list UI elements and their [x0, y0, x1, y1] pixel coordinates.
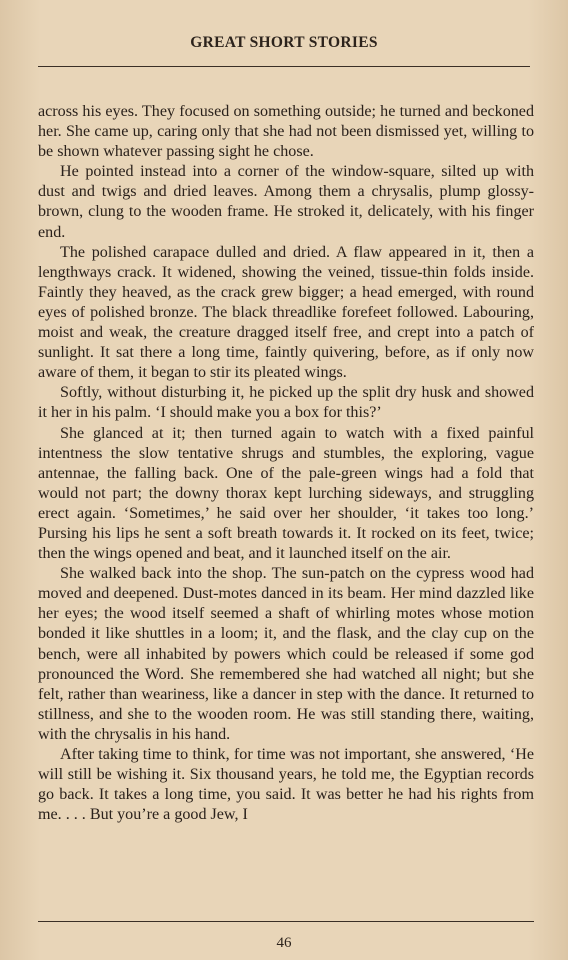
page-number: 46 — [276, 935, 292, 951]
paragraph: The polished carapace dulled and dried. A flaw appeared in it, then a lengthways crack. It widened, showing the veined, tissue-thin folds inside. Faintly they heaved, as the crack grew bigger; a head emerged, with round eyes of polished bronze. The black threadlike forefeet followed. Labouring, moist and weak, the creature dragged itself free, and crept into a patch of sunlight. It sat there a long time, faintly quivering, before, as if only now aware of them, it began to stir its pleated wings. — [38, 243, 534, 382]
paragraph: After taking time to think, for time was not important, she answered, ‘He will still be wishing it. Six thousand years, he told me, the Egyptian records go back. It takes a long time, you said. It was better he had his rights from me. . . . But you’re a good Jew, I — [38, 746, 534, 824]
paragraph: He pointed instead into a corner of the window-square, silted up with dust and twigs and dried leaves. Among them a chrysalis, plump glossy-brown, clung to the wooden frame. He stroked it, delicately, with his finger end. — [38, 163, 534, 241]
running-head: GREAT SHORT STORIES — [190, 34, 378, 51]
paragraph: She glanced at it; then turned again to watch with a fixed painful intentness the slow tentative shrugs and stumbles, the exploring, vague antennae, the falling back. One of the pale-green wings had a fold that would not part; the downy thorax kept lurching sideways, and struggling erect again. ‘Sometimes,’ he said over her shoulder, ‘it takes too long.’ Pursing his lips he sent a soft breath towards it. It rocked on its feet, twice; then the wings opened and beat, and it launched itself on the air. — [38, 424, 534, 563]
paragraph: She walked back into the shop. The sun-patch on the cypress wood had moved and deepened. Dust-motes danced in its beam. Her mind dazzled like her eyes; the wood itself seemed a shaft of whirling motes whose motion bonded it like shuttles in a loom; it, and the flask, and the clay cup on the bench, were all inhabited by powers which could be released if some god pronounced the Word. She remembered she had watched all night; but she felt, rather than weariness, like a dancer in step with the dance. It returned to stillness, and she to the wooden room. He was still standing there, waiting, with the chrysalis in his hand. — [38, 565, 534, 743]
header-rule — [38, 66, 530, 67]
body-text — [38, 102, 534, 825]
paragraph: across his eyes. They focused on something outside; he turned and beckoned her. She came up, caring only that she had not been dismissed yet, willing to be shown whatever passing sight he chose. — [38, 103, 534, 161]
footer-rule — [38, 921, 534, 922]
paragraph: Softly, without disturbing it, he picked up the split dry husk and showed it her in his palm. ‘I should make you a box for this?’ — [38, 384, 534, 422]
